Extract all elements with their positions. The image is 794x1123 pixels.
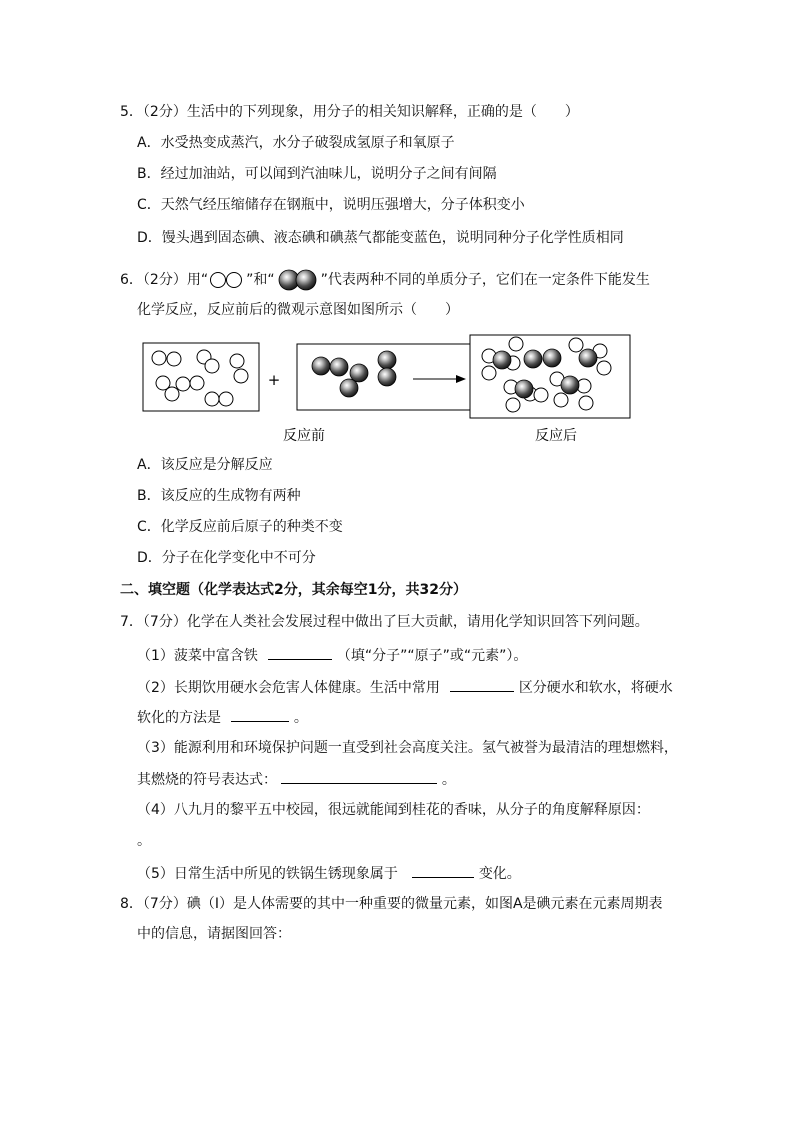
q7-part4: （4）八九月的黎平五中校园，很远就能闻到桂花的香味，从分子的角度解释原因： [137, 802, 650, 818]
q7-blank-5[interactable] [412, 862, 474, 878]
q5-option-c: C．天然气经压缩储存在钢瓶中，说明压强增大，分子体积变小 [137, 197, 525, 213]
q7-part3: （3）能源利用和环境保护问题一直受到社会高度关注。氢气被誉为最清洁的理想燃料， [137, 740, 678, 756]
after-label: 反应后 [535, 428, 577, 444]
plus-sign: + [267, 371, 281, 389]
q7-part1-text-b: （填“分子”“原子”或“元素”）。 [336, 648, 528, 664]
q7-part1-text-a: （1）菠菜中富含铁 [137, 648, 258, 664]
q5-option-d: D．馒头遇到固态碘、液态碘和碘蒸气都能变蓝色，说明同种分子化学性质相同 [137, 230, 624, 246]
q7-blank-1[interactable] [268, 644, 332, 660]
q6-stem [120, 267, 650, 293]
q6-stem-part1: 6．（2分）用“ [120, 272, 209, 288]
q7-stem: 7．（7分）化学在人类社会发展过程中做出了巨大贡献，请用化学知识回答下列问题。 [120, 614, 649, 630]
q6-option-c: C．化学反应前后原子的种类不变 [137, 519, 343, 535]
q7-part2-text-b: 区分硬水和软水，将硬水 [518, 680, 673, 696]
q7-part2-text-a: （2）长期饮用硬水会危害人体健康。生活中常用 [137, 680, 440, 696]
q6-option-a: A．该反应是分解反应 [137, 457, 273, 473]
q6-stem-line2: 化学反应，反应前后的微观示意图如图所示（ ） [137, 302, 459, 318]
q8-stem-line2: 中的信息，请据图回答： [137, 926, 291, 942]
q7-part2-text-c: 软化的方法是 [137, 710, 221, 726]
q5-option-a: A．水受热变成蒸汽，水分子破裂成氢原子和氧原子 [137, 135, 455, 151]
q6-stem-part2: ”和“ [246, 272, 275, 288]
q7-part3-text-b: 其燃烧的符号表达式： [137, 772, 277, 788]
q7-part5-text-b: 变化。 [478, 866, 521, 882]
q7-part5 [137, 862, 521, 884]
q7-part3-text-c: 。 [441, 772, 456, 788]
q7-part4-line2: 。 [137, 833, 151, 849]
q7-blank-4[interactable] [281, 768, 437, 784]
section-heading: 二、填空题（化学表达式2分，其余每空1分，共32分） [120, 582, 467, 598]
before-label: 反应前 [283, 428, 325, 444]
q7-part2-text-d: 。 [293, 710, 308, 726]
q7-part2 [137, 676, 673, 698]
reaction-diagram [130, 330, 730, 450]
q7-part3-line2 [137, 768, 456, 790]
q8-stem: 8．（7分）碘（I）是人体需要的其中一种重要的微量元素，如图A是碘元素在元素周期表 [120, 896, 663, 912]
q7-part5-text-a: （5）日常生活中所见的铁锅生锈现象属于 [137, 866, 398, 882]
q5-stem: 5．（2分）生活中的下列现象，用分子的相关知识解释，正确的是（ ） [120, 104, 579, 120]
q7-blank-2[interactable] [450, 676, 514, 692]
dark-molecule-icon [276, 267, 320, 293]
q7-part1 [137, 644, 527, 666]
white-molecule-icon [209, 270, 245, 290]
q7-part2-line2 [137, 706, 308, 728]
q6-stem-part3: ”代表两种不同的单质分子，它们在一定条件下能发生 [320, 272, 650, 288]
q5-option-b: B．经过加油站，可以闻到汽油味儿，说明分子之间有间隔 [137, 166, 497, 182]
q7-blank-3[interactable] [231, 706, 289, 722]
q6-option-d: D．分子在化学变化中不可分 [137, 550, 316, 566]
q6-option-b: B．该反应的生成物有两种 [137, 488, 301, 504]
